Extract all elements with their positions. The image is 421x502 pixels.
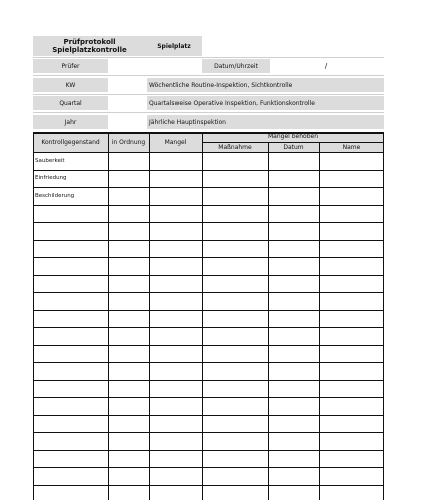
grid-line [33, 415, 384, 416]
grid-line [33, 240, 384, 241]
grid-line [33, 397, 384, 398]
table-row [33, 222, 384, 240]
grid-line [33, 222, 384, 223]
pruefer-label: Prüfer [33, 59, 108, 73]
grid-line [33, 362, 384, 363]
grid-line [33, 345, 384, 346]
quartal-label: Quartal [33, 96, 108, 110]
header-name: Name [319, 142, 384, 152]
quartal-description: Quartalsweise Operative Inspektion, Funktionskontrolle [147, 96, 384, 110]
grid-line [33, 132, 384, 134]
header-datum: Datum [268, 142, 319, 152]
table-row [33, 292, 384, 310]
grid-line [33, 327, 384, 328]
protocol-title: Prüfprotokoll Spielplatzkontrolle [33, 36, 146, 56]
table-row [33, 380, 384, 398]
grid-line [33, 292, 384, 293]
grid-line [33, 275, 384, 276]
table-row [33, 397, 384, 415]
grid-line [33, 432, 384, 433]
table-row [33, 187, 384, 205]
table-row [33, 485, 384, 502]
table-row [33, 415, 384, 433]
row-label: Sauberkeit [35, 152, 65, 170]
table-row [33, 257, 384, 275]
grid-line [33, 170, 384, 171]
grid-line [202, 142, 384, 143]
spielplatz-label: Spielplatz [146, 36, 202, 56]
grid-line [33, 467, 384, 468]
divider [33, 112, 384, 113]
table-row [33, 432, 384, 450]
datum-separator: / [320, 59, 332, 73]
row-label: Beschilderung [35, 187, 74, 205]
table-row [33, 362, 384, 380]
grid-line [33, 257, 384, 258]
grid-line [33, 205, 384, 206]
inspection-table [33, 132, 384, 500]
divider [33, 75, 384, 76]
grid-line [33, 380, 384, 381]
header-mangel-behoben: Mangel behoben [202, 132, 384, 141]
jahr-description: Jährliche Hauptinspektion [147, 115, 384, 129]
table-row [33, 450, 384, 468]
table-row [33, 170, 384, 188]
table-row [33, 240, 384, 258]
table-row [33, 345, 384, 363]
kw-description: Wöchentliche Routine-Inspektion, Sichtkontrolle [147, 78, 384, 92]
datum-uhrzeit-label: Datum/Uhrzeit [202, 59, 270, 73]
divider [33, 57, 384, 58]
row-label: Einfriedung [35, 170, 67, 188]
kw-label: KW [33, 78, 108, 92]
divider [33, 94, 384, 95]
header-massnahme: Maßnahme [202, 142, 268, 152]
header-in-ordnung: in Ordnung [108, 132, 149, 152]
grid-line [33, 152, 384, 153]
table-row [33, 327, 384, 345]
grid-line [33, 187, 384, 188]
table-row [33, 275, 384, 293]
jahr-label: Jahr [33, 115, 108, 129]
table-row [33, 205, 384, 223]
table-row [33, 310, 384, 328]
header-kontrollgegenstand: Kontrollgegenstand [33, 132, 108, 152]
grid-line [33, 485, 384, 486]
grid-line [33, 450, 384, 451]
table-row [33, 152, 384, 170]
table-row [33, 467, 384, 485]
grid-line [33, 310, 384, 311]
header-mangel: Mangel [149, 132, 202, 152]
